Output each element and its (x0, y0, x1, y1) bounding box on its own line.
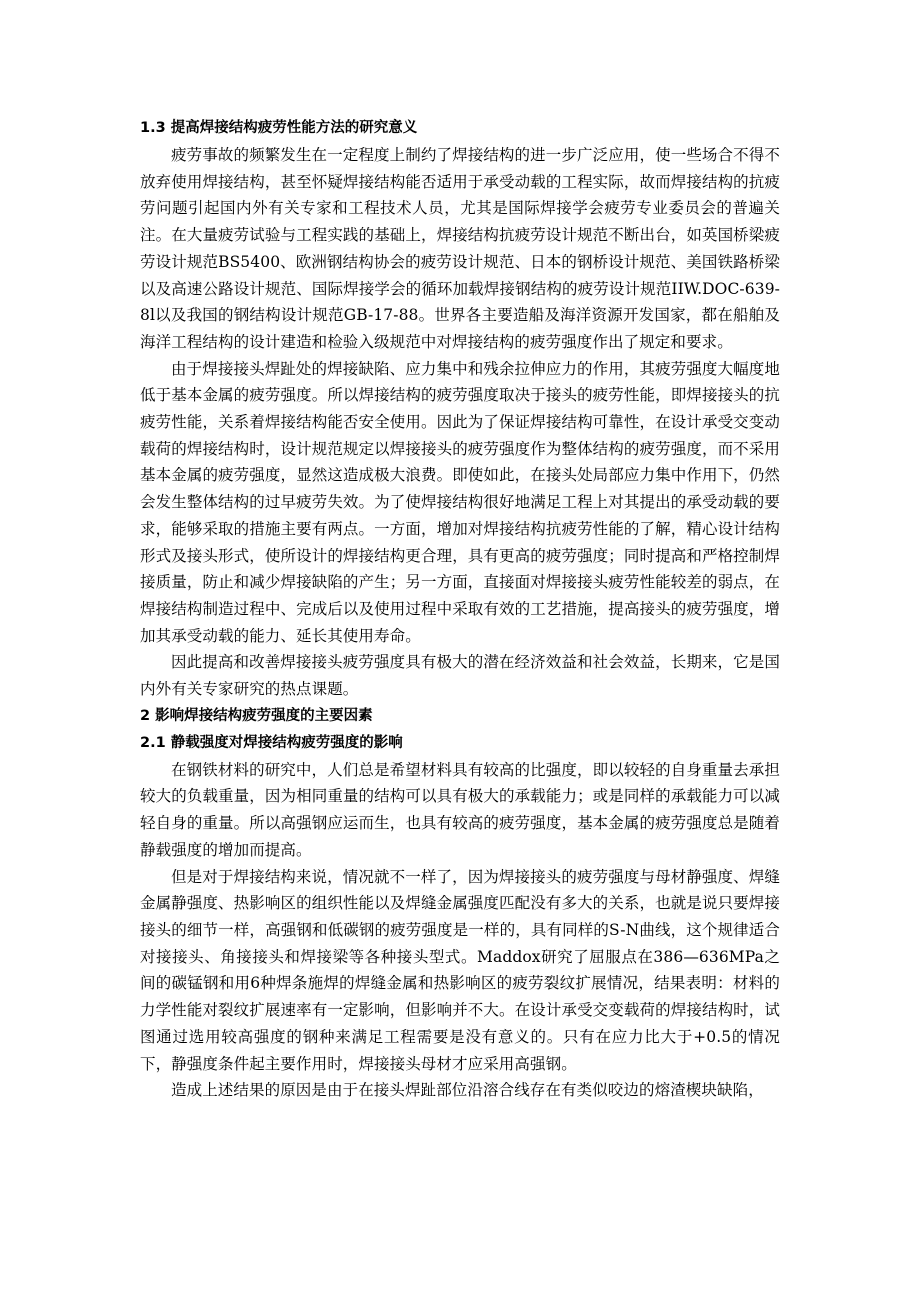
section-heading-2-1: 2.1 静载强度对焊接结构疲劳强度的影响 (140, 734, 403, 751)
paragraph: 在钢铁材料的研究中，人们总是希望材料具有较高的比强度，即以较轻的自身重量去承担较大的负载重量，因为相同重量的结构可以具有极大的承载能力；或是同样的承载能力可以减轻自身的重量。所以高强钢应运而生，也具有较高的疲劳强度，基本金属的疲劳强度总是随着静载强度的增加而提高。 (140, 760, 780, 859)
paragraph: 造成上述结果的原因是由于在接头焊趾部位沿溶合线存在有类似咬边的熔渣楔块缺陷， (171, 1081, 764, 1100)
paragraph: 疲劳事故的频繁发生在一定程度上制约了焊接结构的进一步广泛应用，使一些场合不得不放弃使用焊接结构，甚至怀疑焊接结构能否适用于承受动载的工程实际，故而焊接结构的抗疲劳问题引起国内外有关专家和工程技术人员，尤其是国际焊接学会疲劳专业委员会的普遍关注。在大量疲劳试验与工程实践的基础上，焊接结构抗疲劳设计规范不断出台，如英国桥梁疲劳设计规范BS5400、欧洲钢结构协会的疲劳设计规范、日本的钢桥设计规范、美国铁路桥梁以及高速公路设计规范、国际焊接学会的循环加载焊接钢结构的疲劳设计规范IIW.DOC-639-8l以及我国的钢结构设计规范GB-17-88。世界各主要造船及海洋资源开发国家，都在船舶及海洋工程结构的设计建造和检验入级规范中对焊接结构的疲劳强度作出了规定和要求。 (140, 146, 780, 351)
paragraph: 由于焊接接头焊趾处的焊接缺陷、应力集中和残余拉伸应力的作用，其疲劳强度大幅度地低于基本金属的疲劳强度。所以焊接结构的疲劳强度取决于接头的疲劳性能，即焊接接头的抗疲劳性能，关系着焊接结构能否安全使用。因此为了保证焊接结构可靠性，在设计承受交变动载荷的焊接结构时，设计规范规定以焊接接头的疲劳强度作为整体结构的疲劳强度，而不采用基本金属的疲劳强度，显然这造成极大浪费。即使如此，在接头处局部应力集中作用下，仍然会发生整体结构的过早疲劳失效。为了使焊接结构很好地满足工程上对其提出的承受动载的要求，能够采取的措施主要有两点。一方面，增加对焊接结构抗疲劳性能的了解，精心设计结构形式及接头形式，使所设计的焊接结构更合理，具有更高的疲劳强度；同时提高和严格控制焊接质量，防止和减少焊接缺陷的产生；另一方面，直接面对焊接接头疲劳性能较差的弱点，在焊接结构制造过程中、完成后以及使用过程中采取有效的工艺措施，提高接头的疲劳强度，增加其承受动载的能力、延长其使用寿命。 (140, 359, 780, 645)
section-heading-2: 2 影响焊接结构疲劳强度的主要因素 (140, 707, 373, 724)
paragraph: 但是对于焊接结构来说，情况就不一样了，因为焊接接头的疲劳强度与母材静强度、焊缝金属静强度、热影响区的组织性能以及焊缝金属强度匹配没有多大的关系，也就是说只要焊接接头的细节一样，高强钢和低碳钢的疲劳强度是一样的，具有同样的S-N曲线，这个规律适合对接接头、角接接头和焊接梁等各种接头型式。Maddox研究了屈服点在386—636MPa之间的碳锰钢和用6种焊条施焊的焊缝金属和热影响区的疲劳裂纹扩展情况，结果表明：材料的力学性能对裂纹扩展速率有一定影响，但影响并不大。在设计承受交变载荷的焊接结构时，试图通过选用较高强度的钢种来满足工程需要是没有意义的。只有在应力比大于+0.5的情况下，静强度条件起主要作用时，焊接接头母材才应采用高强钢。 (140, 867, 780, 1073)
document-page (140, 115, 780, 1104)
paragraph: 因此提高和改善焊接接头疲劳强度具有极大的潜在经济效益和社会效益，长期来，它是国内外有关专家研究的热点课题。 (140, 653, 780, 699)
section-heading-1-3: 1.3 提高焊接结构疲劳性能方法的研究意义 (140, 120, 418, 136)
